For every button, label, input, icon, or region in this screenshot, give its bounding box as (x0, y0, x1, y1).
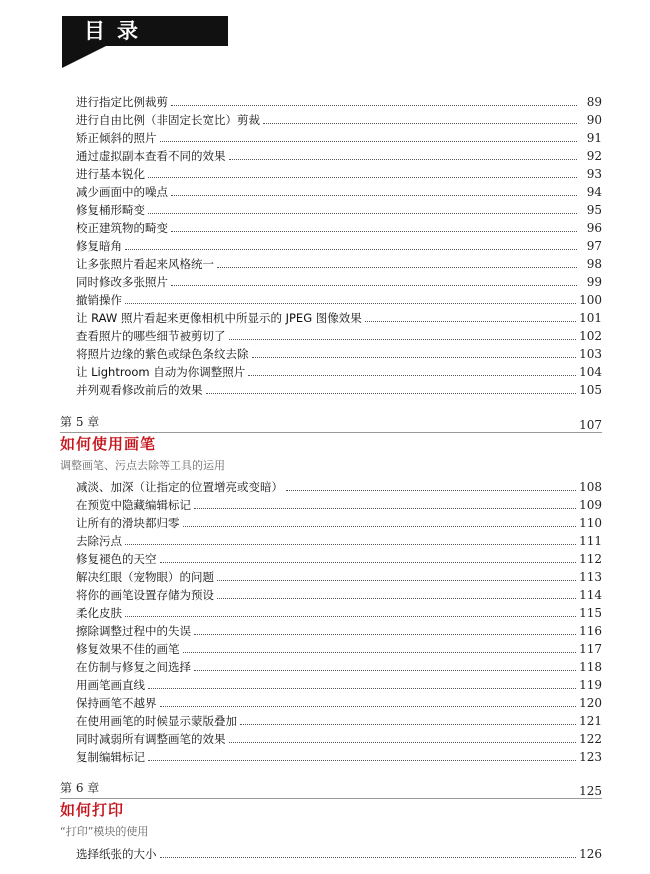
toc-leader-dots (171, 194, 577, 196)
toc-entry-title: 在使用画笔的时候显示蒙版叠加 (76, 714, 237, 728)
toc-entry[interactable] (76, 622, 602, 640)
toc-leader-dots (229, 158, 578, 160)
toc-entry-title: 修复褪色的天空 (76, 552, 157, 566)
toc-entry[interactable] (76, 219, 602, 237)
toc-entry-title: 去除污点 (76, 534, 122, 548)
toc-entry[interactable] (76, 676, 602, 694)
toc-entry-page: 95 (586, 203, 602, 217)
toc-entry-page: 98 (586, 257, 602, 271)
toc-entry-page: 100 (579, 293, 602, 307)
toc-entry-page: 120 (579, 696, 602, 710)
chapter-5-title: 如何使用画笔 (60, 435, 157, 453)
toc-entry[interactable] (76, 129, 602, 147)
toc-entry-title: 进行基本锐化 (76, 167, 145, 181)
toc-leader-dots (148, 759, 576, 761)
toc-entry-page: 123 (579, 750, 602, 764)
toc-entry[interactable] (76, 586, 602, 604)
toc-leader-dots (125, 248, 577, 250)
toc-entry-page: 117 (579, 642, 602, 656)
toc-entry-title: 保持画笔不越界 (76, 696, 157, 710)
toc-leader-dots (194, 507, 576, 509)
toc-entry-page: 104 (579, 365, 602, 379)
toc-list-chapter5 (76, 478, 602, 766)
toc-entry-title: 撤销操作 (76, 293, 122, 307)
toc-leader-dots (229, 338, 577, 340)
toc-entry-title: 同时减弱所有调整画笔的效果 (76, 732, 226, 746)
toc-leader-dots (286, 489, 576, 491)
toc-entry-title: 查看照片的哪些细节被剪切了 (76, 329, 226, 343)
toc-entry[interactable] (76, 201, 602, 219)
toc-entry[interactable] (76, 183, 602, 201)
toc-leader-dots (217, 597, 576, 599)
toc-leader-dots (365, 320, 576, 322)
toc-leader-dots (194, 669, 576, 671)
toc-leader-dots (263, 122, 577, 124)
toc-entry-page: 119 (579, 678, 602, 692)
toc-entry[interactable] (76, 478, 602, 496)
toc-entry-title: 在仿制与修复之间选择 (76, 660, 191, 674)
toc-leader-dots (160, 140, 578, 142)
toc-entry-page: 97 (586, 239, 602, 253)
toc-entry[interactable] (76, 694, 602, 712)
toc-entry-page: 94 (586, 185, 602, 199)
toc-entry-title: 让 Lightroom 自动为你调整照片 (76, 365, 246, 379)
toc-entry-page: 111 (579, 534, 602, 548)
toc-entry-page: 110 (579, 516, 602, 530)
toc-entry-title: 矫正倾斜的照片 (76, 131, 157, 145)
toc-entry-title: 擦除调整过程中的失误 (76, 624, 191, 638)
toc-entry-title: 进行指定比例裁剪 (76, 95, 168, 109)
toc-leader-dots (183, 651, 577, 653)
toc-entry-page: 103 (579, 347, 602, 361)
toc-leader-dots (183, 525, 577, 527)
toc-entry-page: 93 (586, 167, 602, 181)
toc-entry-title: 柔化皮肤 (76, 606, 122, 620)
toc-leader-dots (171, 284, 577, 286)
toc-header-tab (62, 16, 228, 46)
toc-entry-page: 126 (579, 847, 602, 861)
toc-entry-page: 118 (579, 660, 602, 674)
toc-entry[interactable] (76, 532, 602, 550)
toc-entry-title: 将照片边缘的紫色或绿色条纹去除 (76, 347, 249, 361)
toc-leader-dots (194, 633, 576, 635)
toc-entry[interactable] (76, 111, 602, 129)
toc-entry-title: 修复效果不佳的画笔 (76, 642, 180, 656)
toc-entry-page: 116 (579, 624, 602, 638)
toc-entry-page: 92 (586, 149, 602, 163)
toc-entry-title: 修复暗角 (76, 239, 122, 253)
toc-leader-dots (248, 374, 576, 376)
toc-entry-page: 113 (579, 570, 602, 584)
toc-entry-page: 115 (579, 606, 602, 620)
toc-leader-dots (160, 705, 577, 707)
toc-list-section0 (76, 93, 602, 399)
chapter-6-label: 第 6 章 (60, 781, 100, 795)
toc-entry-title: 在预览中隐藏编辑标记 (76, 498, 191, 512)
toc-leader-dots (148, 212, 577, 214)
toc-entry[interactable] (76, 345, 602, 363)
toc-entry[interactable] (76, 730, 602, 748)
toc-leader-dots (125, 302, 576, 304)
toc-entry[interactable] (76, 93, 602, 111)
toc-entry[interactable] (76, 550, 602, 568)
chapter-5-subtitle: 调整画笔、污点去除等工具的运用 (60, 459, 225, 472)
toc-entry[interactable] (76, 845, 602, 863)
toc-leader-dots (217, 266, 577, 268)
toc-entry-title: 将你的画笔设置存储为预设 (76, 588, 214, 602)
toc-entry[interactable] (76, 327, 602, 345)
toc-entry-title: 通过虚拟副本查看不同的效果 (76, 149, 226, 163)
toc-entry-page: 108 (579, 480, 602, 494)
toc-leader-dots (125, 615, 576, 617)
toc-entry-title: 解决红眼（宠物眼）的问题 (76, 570, 214, 584)
toc-entry-page: 114 (579, 588, 602, 602)
toc-entry-page: 101 (579, 311, 602, 325)
toc-leader-dots (252, 356, 577, 358)
toc-entry-page: 121 (579, 714, 602, 728)
toc-entry-title: 减少画面中的噪点 (76, 185, 168, 199)
chapter-6-rule (60, 798, 602, 799)
toc-entry[interactable] (76, 237, 602, 255)
chapter-5-page: 107 (579, 418, 602, 432)
toc-list-chapter6 (76, 845, 602, 863)
toc-entry[interactable] (76, 273, 602, 291)
toc-entry-title: 让多张照片看起来风格统一 (76, 257, 214, 271)
toc-leader-dots (160, 856, 577, 858)
toc-leader-dots (148, 176, 577, 178)
toc-entry-title: 并列观看修改前后的效果 (76, 383, 203, 397)
toc-entry[interactable] (76, 568, 602, 586)
toc-entry-page: 91 (586, 131, 602, 145)
toc-leader-dots (206, 392, 577, 394)
toc-entry-page: 122 (579, 732, 602, 746)
toc-entry[interactable] (76, 496, 602, 514)
toc-entry-title: 减淡、加深（让指定的位置增亮或变暗） (76, 480, 283, 494)
toc-entry[interactable] (76, 291, 602, 309)
toc-entry[interactable] (76, 748, 602, 766)
toc-entry-title: 校正建筑物的畸变 (76, 221, 168, 235)
toc-entry[interactable] (76, 712, 602, 730)
toc-entry-page: 102 (579, 329, 602, 343)
toc-entry-page: 109 (579, 498, 602, 512)
chapter-6-page: 125 (579, 784, 602, 798)
toc-entry-page: 105 (579, 383, 602, 397)
toc-header-title: 目录 (84, 18, 150, 43)
toc-entry[interactable] (76, 147, 602, 165)
toc-entry[interactable] (76, 255, 602, 273)
toc-entry-title: 用画笔画直线 (76, 678, 145, 692)
toc-leader-dots (171, 230, 577, 232)
toc-leader-dots (125, 543, 576, 545)
chapter-6-subtitle: “打印”模块的使用 (60, 825, 149, 838)
toc-entry-title: 修复桶形畸变 (76, 203, 145, 217)
toc-entry[interactable] (76, 514, 602, 532)
toc-entry[interactable] (76, 363, 602, 381)
toc-entry-title: 选择纸张的大小 (76, 847, 157, 861)
toc-leader-dots (160, 561, 577, 563)
toc-entry-title: 让 RAW 照片看起来更像相机中所显示的 JPEG 图像效果 (76, 311, 362, 325)
toc-leader-dots (171, 104, 577, 106)
toc-entry-title: 复制编辑标记 (76, 750, 145, 764)
toc-entry-title: 进行自由比例（非固定长宽比）剪裁 (76, 113, 260, 127)
toc-leader-dots (148, 687, 576, 689)
toc-leader-dots (240, 723, 576, 725)
toc-entry[interactable] (76, 381, 602, 399)
toc-leader-dots (217, 579, 576, 581)
toc-entry[interactable] (76, 604, 602, 622)
toc-entry-page: 90 (586, 113, 602, 127)
toc-entry[interactable] (76, 309, 602, 327)
toc-entry-title: 同时修改多张照片 (76, 275, 168, 289)
toc-entry[interactable] (76, 640, 602, 658)
toc-leader-dots (229, 741, 577, 743)
toc-entry-title: 让所有的滑块都归零 (76, 516, 180, 530)
toc-entry[interactable] (76, 165, 602, 183)
chapter-6-title: 如何打印 (60, 801, 125, 819)
chapter-5-label: 第 5 章 (60, 415, 100, 429)
toc-entry-page: 96 (586, 221, 602, 235)
toc-entry[interactable] (76, 658, 602, 676)
toc-entry-page: 89 (586, 95, 602, 109)
toc-entry-page: 112 (579, 552, 602, 566)
toc-entry-page: 99 (586, 275, 602, 289)
